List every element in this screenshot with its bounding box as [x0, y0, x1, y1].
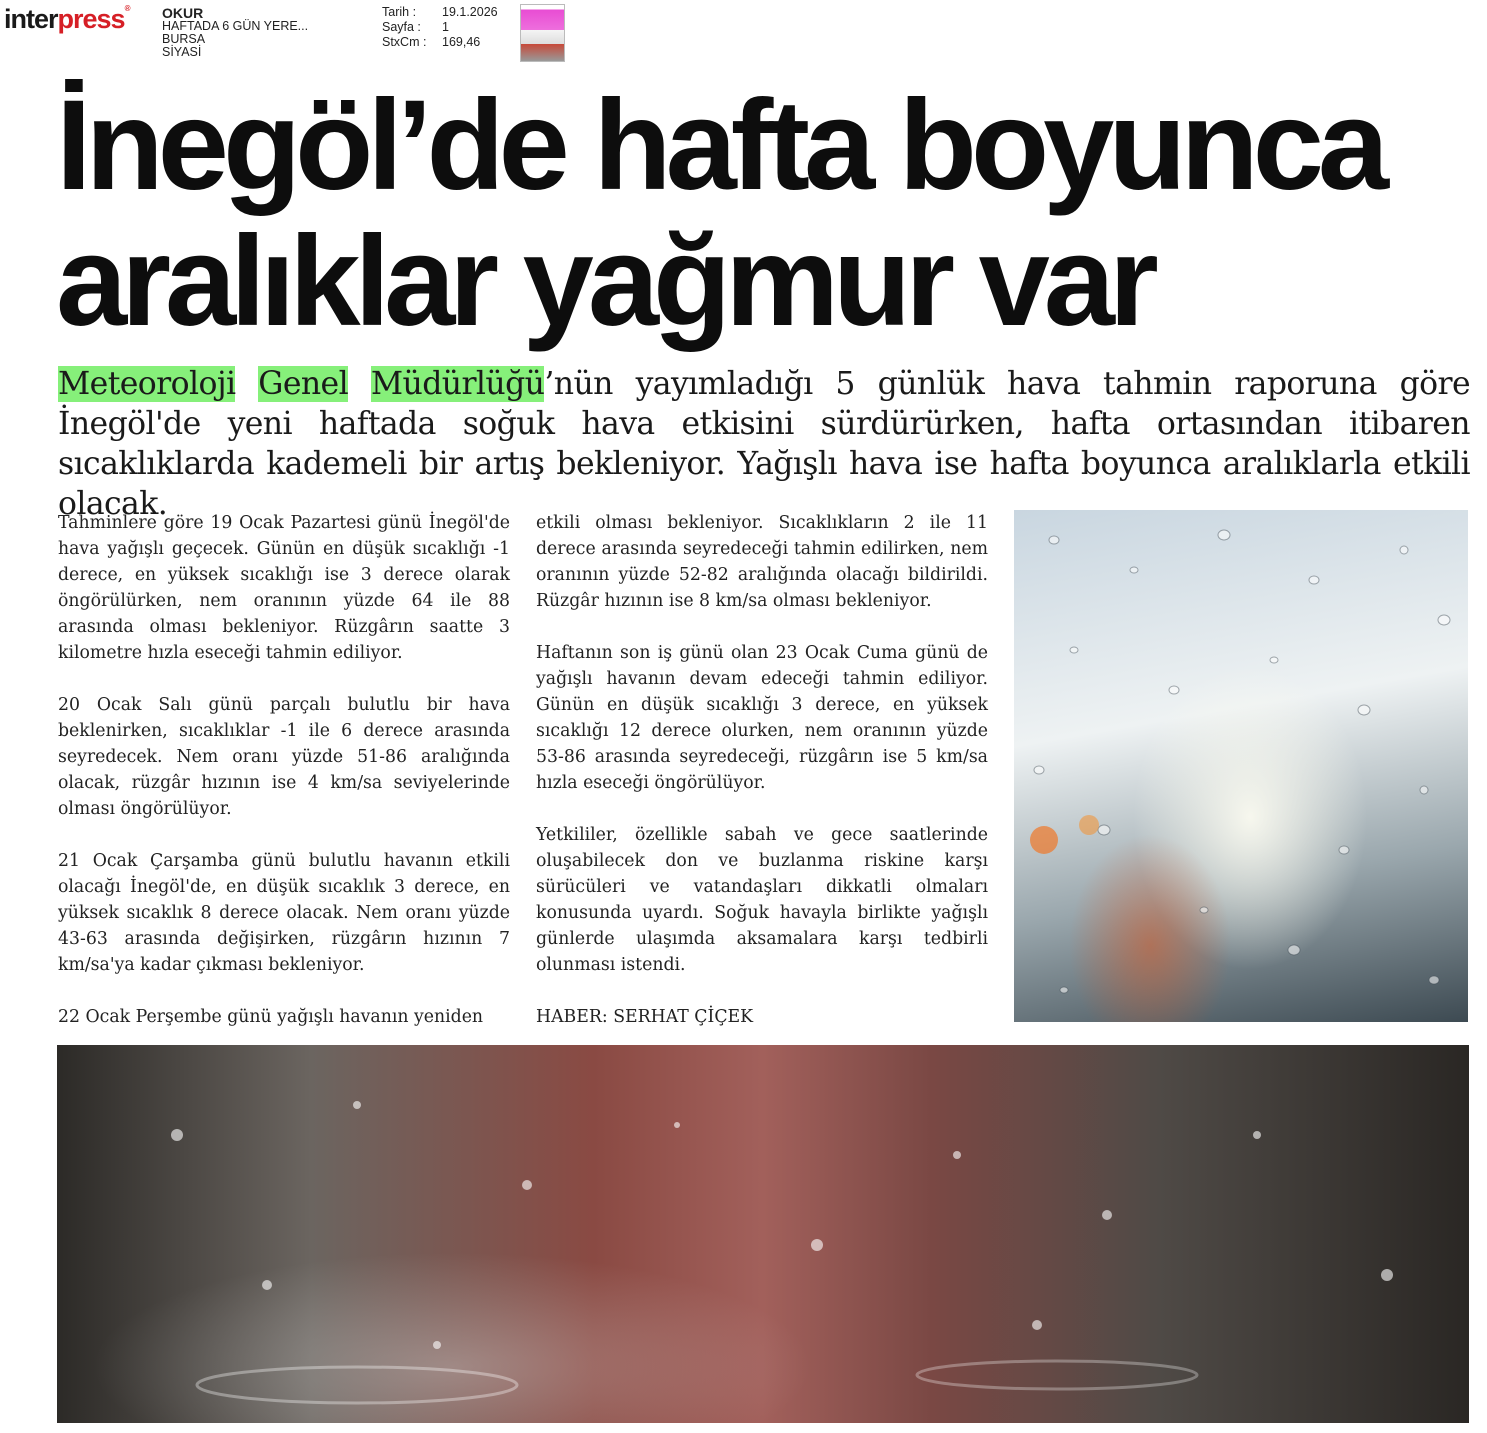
interpress-logo — [4, 4, 129, 35]
lead-text: ’nün yayımladığı 5 günlük hava tahmin raporuna göre İnegöl'de yeni haftada soğuk hava etkisini sürdürürken, hafta ortasından itibaren sıcaklıklarda kademeli bir artış bekleniyor. Yağışlı hava ise hafta boyunca aralıklarla etkili olacak. — [58, 366, 1470, 522]
meta-label: Sayfa : — [382, 20, 421, 34]
article-lead — [58, 364, 1470, 524]
meta-value: 169,46 — [442, 35, 481, 49]
logo-part-2: press — [57, 4, 125, 34]
clipping-header — [0, 0, 1487, 70]
paragraph: 22 Ocak Perşembe günü yağışlı havanın yeniden — [58, 1007, 484, 1027]
byline: HABER: SERHAT ÇİÇEK — [536, 1007, 754, 1027]
clipping-info — [162, 6, 308, 59]
clipping-category: SİYASİ — [162, 45, 202, 59]
article-column-2 — [536, 510, 988, 1056]
logo-part-1: inter — [4, 4, 58, 34]
meta-value: 1 — [442, 20, 449, 34]
meta-label: StxCm : — [382, 35, 427, 49]
raindrop-overlay — [1014, 510, 1468, 1022]
rain-splash-overlay — [57, 1045, 1469, 1423]
article-headline: İnegöl’de hafta boyunca aralıklar yağmur var — [56, 74, 1384, 353]
meta-row-page — [382, 20, 498, 35]
clipping-headline: HAFTADA 6 GÜN YERE... — [162, 19, 309, 33]
page-thumbnail[interactable] — [520, 4, 565, 62]
highlighted-keyword: Müdürlüğü — [370, 366, 545, 402]
highlighted-keyword: Genel — [258, 366, 349, 402]
paragraph: Yetkililer, özellikle sabah ve gece saatlerinde oluşabilecek don ve buzlanma riskine karşı sürücüleri ve vatandaşları dikkatli olmaları konusunda uyardı. Soğuk havayla birlikte yağışlı günlerde ulaşımda aksamalara karşı tedbirli olunması istendi. — [536, 825, 988, 975]
paragraph: Haftanın son iş günü olan 23 Ocak Cuma günü de yağışlı havanın devam edeceği tahmin ediliyor. Günün en düşük sıcaklığı 3 derece, en yüksek sıcaklığı 12 derece olurken, nem oranının yüzde 53-86 arasında seyredeceği, rüzgârın ise 5 km/sa hızla eseceği öngörülüyor. — [536, 643, 988, 793]
paragraph: 20 Ocak Salı günü parçalı bulutlu bir hava beklenirken, sıcaklıklar -1 ile 6 derece arasında seyredecek. Nem oranı yüzde 51-86 aralığında olacak, rüzgâr hızının ise 4 km/sa seviyelerinde olması öngörülüyor. — [58, 695, 510, 819]
clipping-meta — [382, 5, 498, 50]
meta-row-stxcm — [382, 35, 498, 50]
rain-puddle-photo — [57, 1045, 1469, 1423]
paragraph: Tahminlere göre 19 Ocak Pazartesi günü İnegöl'de hava yağışlı geçecek. Günün en düşük sıcaklığı -1 derece, en yüksek sıcaklığı ise 3 derece olarak öngörülürken, nem oranının yüzde 64 ile 88 arasında olması bekleniyor. Rüzgârın saatte 3 kilometre hızla eseceği tahmin ediliyor. — [58, 513, 510, 663]
meta-value: 19.1.2026 — [442, 5, 498, 19]
highlighted-keyword: Meteoroloji — [58, 366, 236, 402]
meta-label: Tarih : — [382, 5, 417, 19]
meta-row-date — [382, 5, 498, 20]
article-column-1 — [58, 510, 510, 1056]
logo-registered-mark: ® — [124, 4, 130, 13]
paragraph: etkili olması bekleniyor. Sıcaklıkların 2 ile 11 derece arasında seyredeceği tahmin edilirken, nem oranının yüzde 52-82 aralığında olacağı bildirildi. Rüzgâr hızının ise 8 km/sa olması bekleniyor. — [536, 513, 988, 611]
clipping-city: BURSA — [162, 32, 206, 46]
paragraph: 21 Ocak Çarşamba günü bulutlu havanın etkili olacağı İnegöl'de, en düşük sıcaklık 3 derece, en yüksek sıcaklık 8 derece olacak. Nem oranı yüzde 43-63 arasında değişirken, rüzgârın hızının 7 km/sa'ya kadar çıkması bekleniyor. — [58, 851, 510, 975]
publication-name: OKUR — [162, 5, 204, 21]
rainy-windshield-photo — [1014, 510, 1468, 1022]
